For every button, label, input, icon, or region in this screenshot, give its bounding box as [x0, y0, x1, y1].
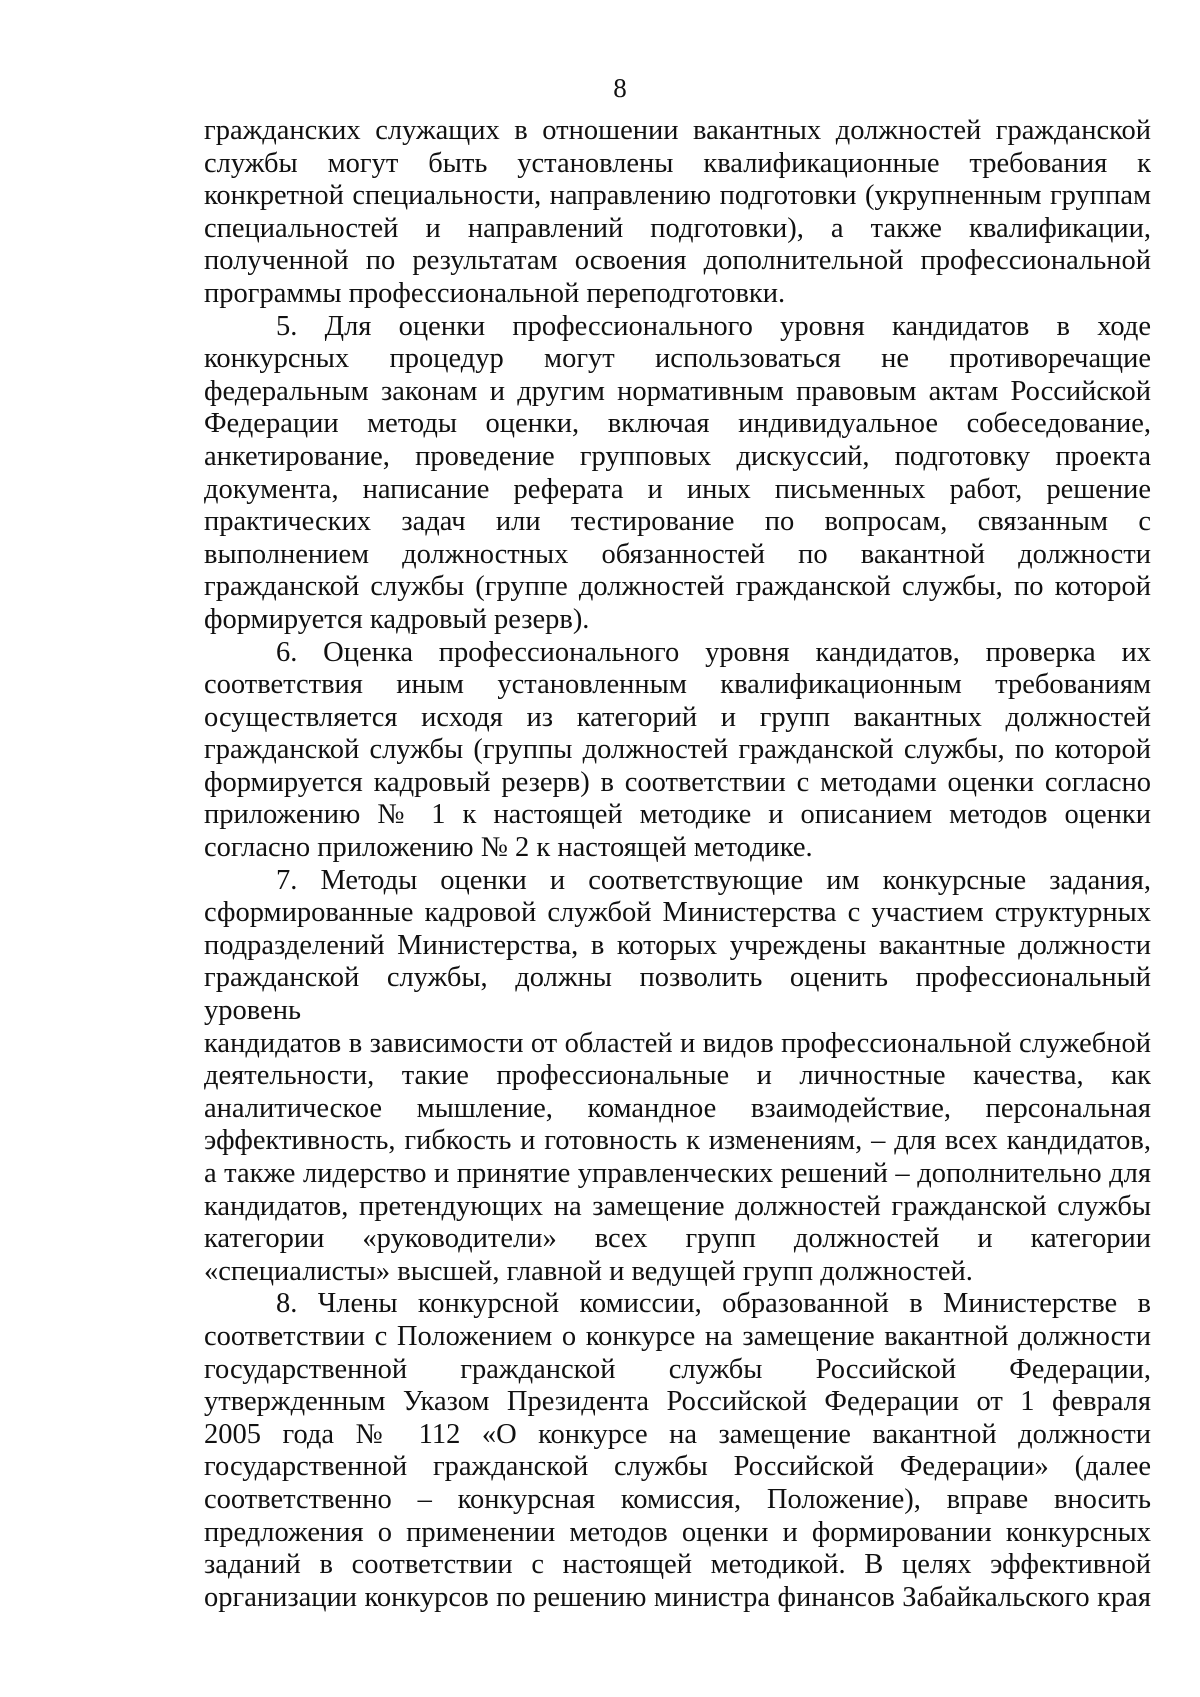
text-line: 6. Оценка профессионального уровня кандидатов, проверка их: [276, 636, 1151, 668]
text-line: соответствия иным установленным квалификационным требованиям: [204, 669, 1151, 701]
paragraph-p6: [204, 637, 1151, 865]
text-line: сформированные кадровой службой Министерства с участием структурных: [204, 897, 1151, 929]
text-line: формируется кадровый резерв) в соответствии с методами оценки согласно: [204, 766, 1151, 798]
text-line: соответственно – конкурсная комиссия, Положение), вправе вносить: [204, 1483, 1151, 1515]
text-line: гражданской службы (группе должностей гражданской службы, по которой: [204, 571, 1151, 603]
text-line: государственной гражданской службы Российской Федерации» (далее: [204, 1451, 1151, 1483]
text-line: приложению № 1 к настоящей методике и описанием методов оценки: [204, 799, 1151, 831]
text-line: службы могут быть установлены квалификационные требования к: [204, 147, 1151, 179]
text-line: конкретной специальности, направлению подготовки (укрупненным группам: [204, 180, 1151, 212]
text-line: предложения о применении методов оценки и формировании конкурсных: [204, 1516, 1151, 1548]
text-line: заданий в соответствии с настоящей методикой. В целях эффективной: [204, 1549, 1151, 1581]
text-line: утвержденным Указом Президента Российской Федерации от 1 февраля: [204, 1386, 1151, 1418]
text-line: анкетирование, проведение групповых дискуссий, подготовку проекта: [204, 440, 1151, 472]
paragraph-p8: [204, 1288, 1151, 1614]
paragraph-p5: [204, 311, 1151, 637]
text-line: 8. Члены конкурсной комиссии, образованной в Министерстве в: [276, 1288, 1151, 1320]
text-line: организации конкурсов по решению министра финансов Забайкальского края: [204, 1581, 1151, 1613]
text-line: кандидатов, претендующих на замещение должностей гражданской службы: [204, 1190, 1151, 1222]
text-line: гражданской службы, должны позволить оценить профессиональный уровень: [204, 962, 1151, 1027]
text-line: гражданской службы (группы должностей гражданской службы, по которой: [204, 734, 1151, 766]
text-line: 2005 года № 112 «О конкурсе на замещение вакантной должности: [204, 1418, 1151, 1450]
text-line: гражданских служащих в отношении вакантных должностей гражданской: [204, 115, 1151, 146]
text-line: «специалисты» высшей, главной и ведущей групп должностей.: [204, 1255, 973, 1287]
page-number: 8: [613, 73, 627, 103]
text-line: выполнением должностных обязанностей по вакантной должности: [204, 538, 1151, 570]
text-line: соответствии с Положением о конкурсе на замещение вакантной должности: [204, 1320, 1151, 1352]
text-line: государственной гражданской службы Российской Федерации,: [204, 1353, 1151, 1385]
paragraph-p7: [204, 865, 1151, 1289]
text-line: эффективность, гибкость и готовность к изменениям, – для всех кандидатов,: [204, 1125, 1151, 1157]
text-line: подразделений Министерства, в которых учреждены вакантные должности: [204, 929, 1151, 961]
text-line: полученной по результатам освоения дополнительной профессиональной: [204, 245, 1151, 277]
text-line: деятельности, такие профессиональные и личностные качества, как: [204, 1060, 1151, 1092]
text-line: 7. Методы оценки и соответствующие им конкурсные задания,: [276, 864, 1151, 896]
text-line: аналитическое мышление, командное взаимодействие, персональная: [204, 1092, 1151, 1124]
text-line: категории «руководители» всех групп должностей и категории: [204, 1223, 1151, 1255]
text-line: программы профессиональной переподготовки.: [204, 277, 786, 309]
text-line: федеральным законам и другим нормативным правовым актам Российской: [204, 375, 1151, 407]
text-line: специальностей и направлений подготовки), а также квалификации,: [204, 212, 1151, 244]
text-line: формируется кадровый резерв).: [204, 603, 590, 635]
text-line: конкурсных процедур могут использоваться не противоречащие: [204, 343, 1151, 375]
text-line: осуществляется исходя из категорий и групп вакантных должностей: [204, 701, 1151, 733]
text-line: 5. Для оценки профессионального уровня кандидатов в ходе: [276, 310, 1151, 342]
text-line: согласно приложению № 2 к настоящей методике.: [204, 832, 813, 864]
text-line: Федерации методы оценки, включая индивидуальное собеседование,: [204, 408, 1151, 440]
text-line: практических задач или тестирование по вопросам, связанным с: [204, 506, 1151, 538]
text-line: документа, написание реферата и иных письменных работ, решение: [204, 473, 1151, 505]
text-line: а также лидерство и принятие управленческих решений – дополнительно для: [204, 1158, 1151, 1189]
document-body: [204, 115, 1151, 1614]
paragraph-p-continued: [204, 115, 1151, 311]
text-line: кандидатов в зависимости от областей и видов профессиональной служебной: [204, 1027, 1151, 1059]
